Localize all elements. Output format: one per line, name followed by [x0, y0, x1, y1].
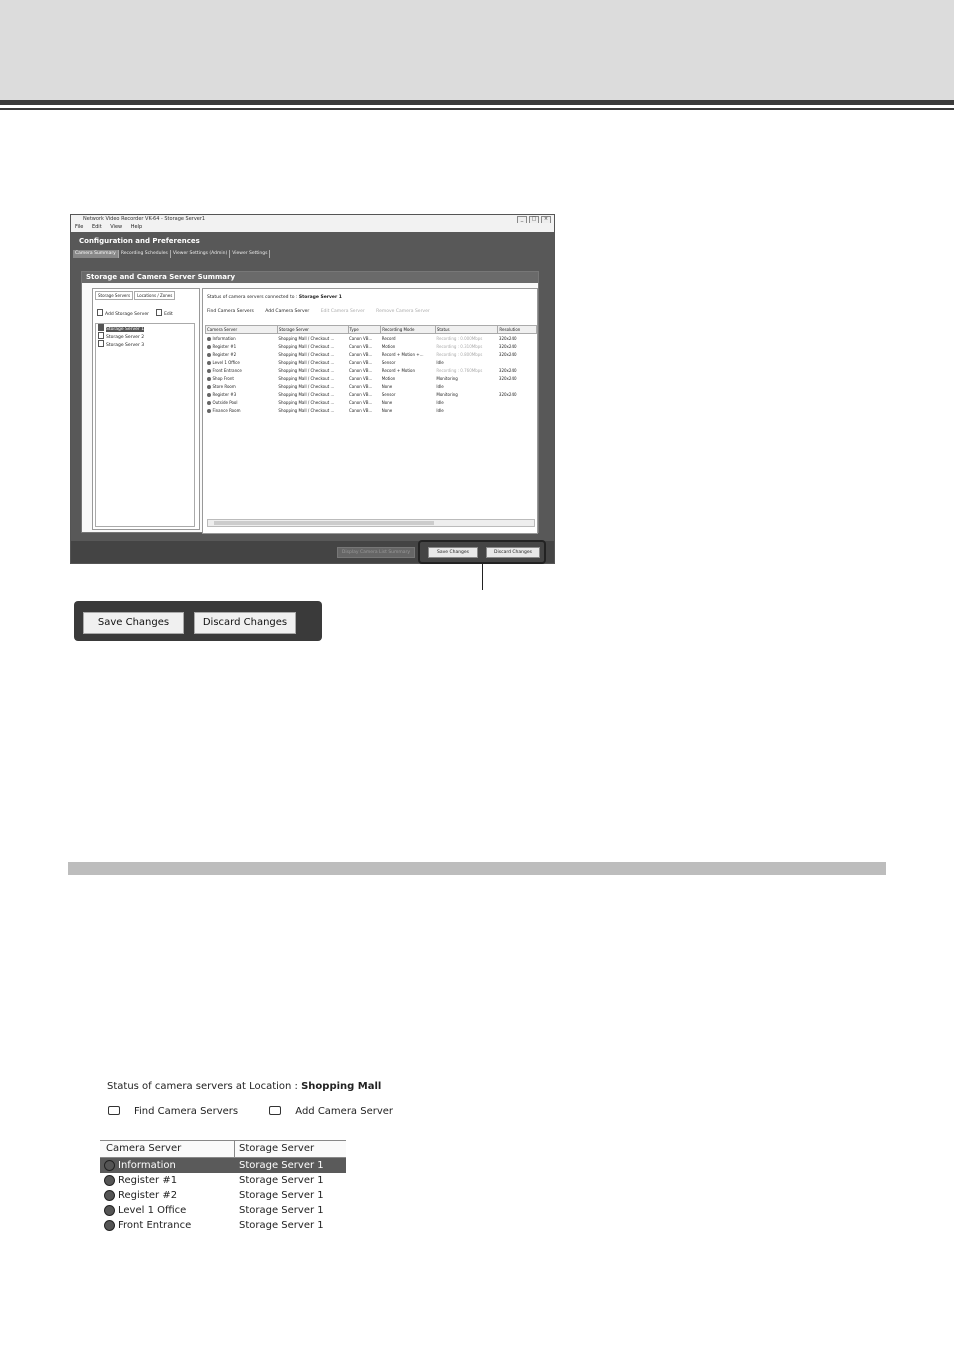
camera-server-cell: Level 1 Office: [118, 1205, 187, 1216]
recording-mode-cell-text: Motion: [381, 343, 396, 349]
camera-server-cell: [206, 374, 278, 382]
find-camera-servers-button-zoom[interactable]: [108, 1106, 252, 1117]
col-storage-server[interactable]: Storage Server: [277, 326, 348, 334]
edit-icon: [156, 309, 162, 316]
storage-server-cell-text: Shopping Mall / Checkout ...: [278, 335, 335, 341]
save-changes-button-zoom[interactable]: Save Changes: [83, 612, 184, 634]
add-camera-server-button-zoom[interactable]: [269, 1106, 407, 1117]
camera-pane: [202, 288, 538, 534]
type-cell-text: Canon VB...: [349, 359, 373, 365]
storage-server-cell-text: Shopping Mall / Checkout ...: [278, 391, 335, 397]
camera-toolbar: [207, 309, 440, 314]
camera-server-cell: Register #2: [118, 1190, 178, 1201]
status-cell-text: Idle: [436, 383, 444, 389]
resolution-cell: [498, 382, 537, 390]
resolution-cell-text: 320x240: [498, 367, 517, 373]
camera-table: [205, 325, 537, 414]
discard-changes-button-zoom[interactable]: Discard Changes: [194, 612, 296, 634]
resolution-cell: [498, 406, 537, 414]
recording-mode-cell-text: None: [381, 399, 393, 405]
camera-server-cell-text: Shop Front: [212, 375, 234, 381]
camera-server-cell-text: Register #3: [212, 391, 237, 397]
zoom-table-header: [100, 1140, 346, 1158]
menu-help[interactable]: Help: [130, 224, 143, 230]
camera-icon: [207, 377, 211, 381]
tab-viewer-settings-admin[interactable]: Viewer Settings (Admin): [171, 250, 230, 258]
camera-server-cell: [206, 358, 278, 366]
col-camera-server[interactable]: Camera Server: [206, 326, 278, 334]
status-cell-text: Idle: [436, 399, 444, 405]
resolution-cell-text: 320x240: [498, 391, 517, 397]
camera-icon: [104, 1220, 115, 1231]
panel-title: [82, 272, 538, 283]
camera-server-cell-text: Front Entrance: [212, 367, 242, 373]
table-row[interactable]: [100, 1173, 346, 1188]
zoomed-buttons: [74, 601, 322, 641]
type-cell: [348, 342, 381, 350]
table-row[interactable]: [206, 382, 537, 390]
recording-mode-cell: [381, 350, 436, 358]
type-cell: [348, 350, 381, 358]
menu-view[interactable]: View: [110, 224, 123, 230]
resolution-cell: [498, 374, 537, 382]
tab-storage-servers[interactable]: Storage Servers: [95, 291, 133, 300]
add-storage-server-button[interactable]: [97, 312, 149, 317]
tree-item-label: Storage Server 2: [106, 335, 145, 340]
col-type[interactable]: Type: [348, 326, 381, 334]
app-window-screenshot: [70, 214, 555, 564]
tab-viewer-settings[interactable]: Viewer Settings: [230, 250, 270, 258]
edit-camera-server-button[interactable]: Edit Camera Server: [320, 309, 365, 314]
storage-server-cell-text: Shopping Mall / Checkout ...: [278, 343, 335, 349]
find-label: Find Camera Servers: [134, 1106, 239, 1117]
discard-changes-button[interactable]: Discard Changes: [486, 547, 540, 558]
camera-icon: [104, 1205, 115, 1216]
table-row[interactable]: [206, 366, 537, 374]
recording-mode-cell-text: Record + Motion: [381, 367, 416, 373]
status-cell: [435, 366, 498, 374]
storage-server-cell-text: Shopping Mall / Checkout ...: [278, 359, 335, 365]
resolution-cell-text: 320x240: [498, 343, 517, 349]
tab-camera-summary[interactable]: Camera Summary: [73, 250, 119, 258]
camera-server-cell: [206, 334, 278, 343]
table-row[interactable]: [206, 406, 537, 414]
camera-server-cell: [206, 366, 278, 374]
tree-item-label: Storage Server 3: [106, 343, 145, 348]
camera-server-cell: [206, 406, 278, 414]
panel-title-text: Storage and Camera Server Summary: [86, 273, 236, 281]
close-icon[interactable]: ×: [541, 216, 551, 224]
horizontal-scrollbar[interactable]: [207, 519, 535, 527]
camera-server-cell: [206, 342, 278, 350]
status-cell: [435, 334, 498, 343]
main-tabs: [73, 250, 270, 258]
find-camera-icon: [108, 1106, 120, 1115]
storage-server-cell: Storage Server 1: [239, 1160, 324, 1171]
tree-item-storage-server-3[interactable]: [96, 340, 194, 348]
menu-bar: [71, 223, 554, 232]
storage-server-cell: [277, 334, 348, 343]
camera-server-cell-text: Register #1: [212, 343, 237, 349]
status-cell: [435, 350, 498, 358]
table-row[interactable]: [206, 374, 537, 382]
storage-server-cell: [277, 358, 348, 366]
recording-mode-cell: [381, 334, 436, 343]
display-camera-list-summary-button[interactable]: Display Camera List Summary: [337, 547, 415, 558]
add-camera-icon: [269, 1106, 281, 1115]
type-cell: [348, 366, 381, 374]
window-titlebar: [71, 215, 554, 223]
status-cell: [435, 390, 498, 398]
server-icon: [98, 332, 104, 339]
camera-server-cell-text: Outside Pool: [212, 399, 238, 405]
resolution-cell-text: 320x240: [498, 335, 517, 341]
storage-server-cell: [277, 398, 348, 406]
header-rule-thin: [0, 108, 954, 110]
type-cell-text: Canon VB...: [349, 399, 373, 405]
storage-server-cell-text: Shopping Mall / Checkout ...: [278, 383, 335, 389]
storage-server-cell: Storage Server 1: [239, 1175, 324, 1186]
col-status[interactable]: Status: [435, 326, 498, 334]
camera-server-cell-text: Level 1 Office: [212, 359, 240, 365]
camera-server-cell-text: Information: [212, 335, 236, 341]
recording-mode-cell: [381, 390, 436, 398]
resolution-cell-text: 320x240: [498, 375, 517, 381]
section-divider: [68, 862, 886, 875]
type-cell: [348, 382, 381, 390]
storage-server-cell: [277, 390, 348, 398]
status-cell: [435, 398, 498, 406]
menu-edit[interactable]: Edit: [91, 224, 102, 230]
resolution-cell: [498, 350, 537, 358]
maximize-icon[interactable]: □: [529, 216, 539, 224]
camera-server-cell-text: Register #2: [212, 351, 237, 357]
window-title: Network Video Recorder VK-64 - Storage Server1: [83, 216, 206, 222]
camera-server-cell: [206, 350, 278, 358]
camera-server-cell-text: Store Room: [212, 383, 236, 389]
server-icon: [98, 324, 104, 331]
table-row[interactable]: [206, 398, 537, 406]
storage-server-cell-text: Shopping Mall / Checkout ...: [278, 399, 335, 405]
recording-mode-cell-text: None: [381, 407, 393, 413]
camera-icon: [207, 409, 211, 413]
table-row[interactable]: [100, 1158, 346, 1173]
callout-box: [418, 540, 546, 564]
status-cell-text: Idle: [436, 407, 444, 413]
camera-server-cell: Front Entrance: [118, 1220, 192, 1231]
storage-server-cell-text: Shopping Mall / Checkout ...: [278, 407, 335, 413]
recording-mode-cell-text: Sensor: [381, 391, 396, 397]
tree-item-storage-server-2[interactable]: [96, 332, 194, 340]
storage-actions: [97, 309, 173, 317]
storage-server-cell: Storage Server 1: [239, 1190, 324, 1201]
save-changes-button[interactable]: Save Changes: [428, 547, 478, 558]
recording-mode-cell-text: Motion: [381, 375, 396, 381]
status-cell-text: Recording : 0.000Mbps: [436, 335, 483, 341]
header-rule: [0, 100, 954, 105]
camera-icon: [207, 369, 211, 373]
type-cell-text: Canon VB...: [349, 383, 373, 389]
recording-mode-cell-text: Sensor: [381, 359, 396, 365]
storage-server-cell: [277, 382, 348, 390]
camera-server-cell: [206, 390, 278, 398]
zoom-col-camera-server[interactable]: Camera Server: [106, 1143, 182, 1154]
camera-status-line: [207, 295, 342, 300]
column-separator[interactable]: [234, 1141, 235, 1157]
camera-icon: [104, 1190, 115, 1201]
storage-server-cell: [277, 350, 348, 358]
type-cell-text: Canon VB...: [349, 407, 373, 413]
recording-mode-cell-text: Record + Motion +...: [381, 351, 424, 357]
status-cell: [435, 374, 498, 382]
col-resolution[interactable]: Resolution: [498, 326, 537, 334]
type-cell-text: Canon VB...: [349, 367, 373, 373]
recording-mode-cell-text: Record: [381, 335, 396, 341]
minimize-icon[interactable]: _: [517, 216, 527, 224]
add-label: Add Camera Server: [295, 1106, 394, 1117]
status-prefix: Status of camera servers connected to :: [207, 295, 298, 300]
storage-server-cell-text: Shopping Mall / Checkout ...: [278, 367, 335, 373]
zoom-status-prefix: Status of camera servers at Location :: [107, 1081, 298, 1092]
storage-server-cell: [277, 374, 348, 382]
remove-camera-server-button[interactable]: Remove Camera Server: [376, 309, 430, 314]
storage-server-cell: [277, 406, 348, 414]
tab-locations-zones[interactable]: Locations / Zones: [134, 291, 175, 300]
find-camera-servers-button[interactable]: Find Camera Servers: [207, 309, 254, 314]
resolution-cell: [498, 390, 537, 398]
camera-icon: [207, 393, 211, 397]
camera-server-cell-text: Finance Room: [212, 407, 241, 413]
camera-icon: [104, 1175, 115, 1186]
table-row[interactable]: [206, 390, 537, 398]
camera-icon: [207, 345, 211, 349]
status-cell-text: Recording : 0.760Mbps: [436, 367, 483, 373]
recording-mode-cell: [381, 374, 436, 382]
table-row[interactable]: [100, 1203, 346, 1218]
status-cell: [435, 358, 498, 366]
status-cell-text: Recording : 0.800Mbps: [436, 351, 483, 357]
recording-mode-cell: [381, 406, 436, 414]
camera-icon: [207, 385, 211, 389]
table-row[interactable]: [206, 358, 537, 366]
resolution-cell: [498, 398, 537, 406]
recording-mode-cell: [381, 398, 436, 406]
type-cell-text: Canon VB...: [349, 335, 373, 341]
type-cell: [348, 406, 381, 414]
edit-label: Edit: [164, 312, 173, 317]
zoom-toolbar: [108, 1106, 421, 1117]
summary-panel: [81, 271, 539, 533]
zoom-status-line: [107, 1081, 381, 1092]
storage-server-cell: Storage Server 1: [239, 1220, 324, 1231]
table-row[interactable]: [206, 334, 537, 343]
type-cell: [348, 334, 381, 343]
type-cell: [348, 398, 381, 406]
type-cell: [348, 374, 381, 382]
add-storage-server-label: Add Storage Server: [105, 312, 149, 317]
tree-item-storage-server-1[interactable]: [96, 324, 194, 332]
storage-tree: [95, 323, 195, 527]
resolution-cell: [498, 358, 537, 366]
camera-icon: [207, 401, 211, 405]
page-header-band: [0, 0, 954, 100]
menu-file[interactable]: File: [75, 224, 84, 230]
add-camera-server-button[interactable]: Add Camera Server: [265, 309, 310, 314]
table-row[interactable]: [100, 1218, 346, 1233]
camera-server-cell: Information: [118, 1160, 176, 1171]
zoomed-camera-panel: [100, 1076, 394, 1236]
recording-mode-cell: [381, 382, 436, 390]
type-cell-text: Canon VB...: [349, 375, 373, 381]
resolution-cell: [498, 342, 537, 350]
camera-server-cell: [206, 398, 278, 406]
table-row[interactable]: [206, 350, 537, 358]
storage-server-cell: [277, 342, 348, 350]
status-cell: [435, 342, 498, 350]
recording-mode-cell-text: None: [381, 383, 393, 389]
storage-tabs: [95, 291, 176, 300]
scrollbar-thumb[interactable]: [214, 521, 434, 525]
storage-server-cell: [277, 366, 348, 374]
storage-pane: [92, 288, 200, 530]
type-cell-text: Canon VB...: [349, 351, 373, 357]
recording-mode-cell: [381, 366, 436, 374]
table-header-row: [206, 326, 537, 334]
status-cell-text: Idle: [436, 359, 444, 365]
camera-server-cell: Register #1: [118, 1175, 178, 1186]
camera-icon: [207, 337, 211, 341]
type-cell-text: Canon VB...: [349, 391, 373, 397]
zoom-col-storage-server[interactable]: Storage Server: [239, 1143, 315, 1154]
storage-server-cell-text: Shopping Mall / Checkout ...: [278, 375, 335, 381]
edit-storage-button[interactable]: [156, 312, 173, 317]
type-cell: [348, 390, 381, 398]
table-row[interactable]: [206, 342, 537, 350]
recording-mode-cell: [381, 342, 436, 350]
status-cell-text: Recording : 0.310Mbps: [436, 343, 483, 349]
recording-mode-cell: [381, 358, 436, 366]
status-target: Storage Server 1: [298, 295, 342, 300]
type-cell: [348, 358, 381, 366]
camera-icon: [207, 361, 211, 365]
status-cell: [435, 382, 498, 390]
status-cell-text: Monitoring: [436, 375, 458, 381]
callout-line: [482, 564, 483, 590]
tree-item-label: Storage Server 1: [106, 327, 145, 332]
camera-icon: [104, 1160, 115, 1171]
camera-icon: [207, 353, 211, 357]
config-title: Configuration and Preferences: [79, 237, 200, 245]
resolution-cell: [498, 366, 537, 374]
resolution-cell-text: 320x240: [498, 351, 517, 357]
server-icon: [97, 309, 103, 316]
col-recording-mode[interactable]: Recording Mode: [381, 326, 436, 334]
storage-server-cell: Storage Server 1: [239, 1205, 324, 1216]
tab-recording-schedules[interactable]: Recording Schedules: [119, 250, 171, 258]
table-row[interactable]: [100, 1188, 346, 1203]
server-icon: [98, 340, 104, 347]
zoom-status-target: Shopping Mall: [301, 1081, 382, 1092]
status-cell: [435, 406, 498, 414]
type-cell-text: Canon VB...: [349, 343, 373, 349]
resolution-cell: [498, 334, 537, 343]
storage-server-cell-text: Shopping Mall / Checkout ...: [278, 351, 335, 357]
camera-server-cell: [206, 382, 278, 390]
status-cell-text: Monitoring: [436, 391, 458, 397]
